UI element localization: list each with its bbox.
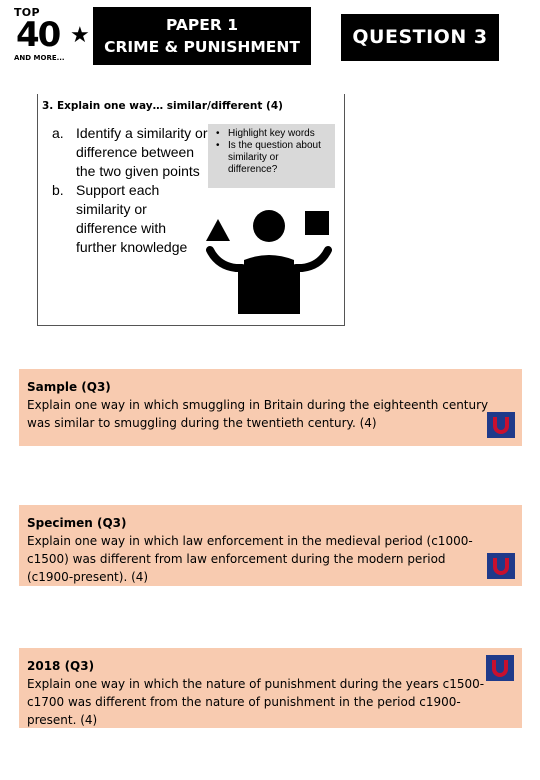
top40-logo	[14, 6, 90, 66]
logo-more-text: AND MORE...	[14, 54, 65, 62]
guidance-title: 3. Explain one way… similar/different (4)	[42, 100, 283, 112]
magnet-icon[interactable]	[487, 412, 515, 438]
step-label: b.	[52, 182, 64, 198]
logo-top-text: TOP	[14, 6, 40, 19]
question-number-banner: QUESTION 3	[341, 14, 499, 61]
star-icon: ★	[70, 22, 90, 47]
tip-text: Is the question about similarity or difference?	[228, 140, 321, 175]
step-text: Support each similarity or difference with further knowledge	[76, 182, 188, 255]
question-card-specimen	[19, 505, 522, 586]
tips-box	[208, 124, 335, 188]
question-card-sample	[19, 369, 522, 446]
question-text: Explain one way in which the nature of punishment during the years c1500-c1700 was different from the nature of punishment in the period c1900-present. (4)	[27, 677, 485, 727]
tip-text: Highlight key words	[228, 128, 315, 139]
step-a	[38, 124, 208, 181]
logo-number: 40	[16, 15, 60, 55]
question-text: Explain one way in which smuggling in Britain during the eighteenth century was similar to smuggling during the twentieth century. (4)	[27, 398, 489, 430]
guidance-panel	[37, 94, 345, 326]
step-label: a.	[52, 125, 64, 141]
steps-list	[38, 124, 208, 257]
tip-item: • Is the question about similarity or difference?	[216, 140, 321, 175]
step-b	[38, 181, 208, 257]
person-balancing-shapes-icon	[204, 206, 334, 314]
question-title: Sample (Q3)	[27, 380, 111, 394]
question-card-2018	[19, 648, 522, 728]
paper-title-banner	[93, 7, 311, 65]
step-text: Identify a similarity or difference between the two given points	[76, 125, 208, 179]
paper-topic: CRIME & PUNISHMENT	[104, 38, 300, 56]
tip-item: • Highlight key words	[216, 128, 315, 139]
magnet-icon[interactable]	[487, 553, 515, 579]
question-title: 2018 (Q3)	[27, 659, 95, 673]
question-text: Explain one way in which law enforcement in the medieval period (c1000-c1500) was different from law enforcement during the modern period (c1900-present). (4)	[27, 534, 473, 584]
question-title: Specimen (Q3)	[27, 516, 127, 530]
paper-number: PAPER 1	[166, 16, 238, 34]
magnet-icon[interactable]	[486, 655, 514, 681]
